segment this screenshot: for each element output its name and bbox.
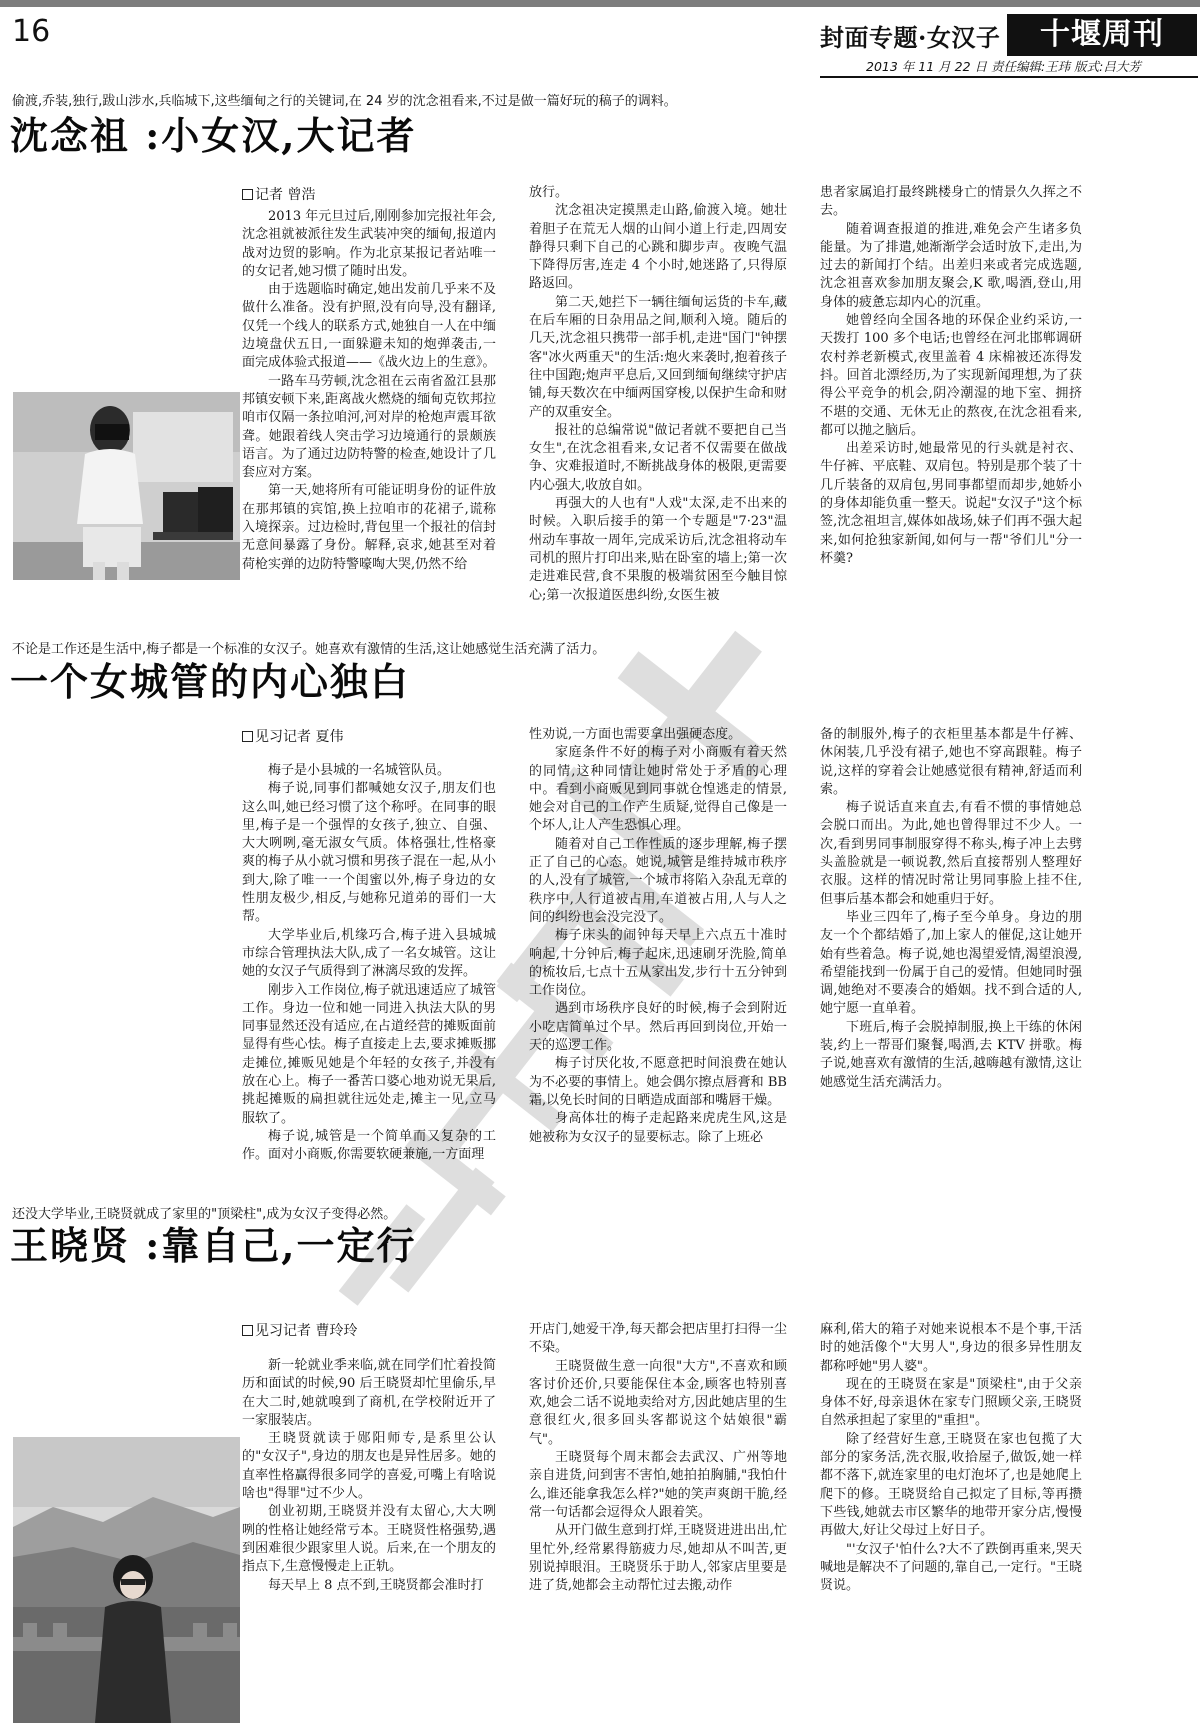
paragraph: 王晓贤做生意一向很"大方",不喜欢和顾客讨价还价,只要能保住本金,顾客也特别喜欢,她会二话不说地卖给对方,因此她店里的生意很红火,很多回头客都说这个姑娘很"霸气"。 bbox=[529, 1358, 787, 1447]
article-2-byline bbox=[242, 728, 343, 746]
article-1-column-3 bbox=[820, 184, 1082, 578]
paragraph: 患者家属追打最终跳楼身亡的情景久久挥之不去。 bbox=[820, 185, 1082, 219]
article-1-column-2 bbox=[529, 184, 787, 603]
byline-box-icon bbox=[242, 189, 253, 200]
article-2-headline: 一个女城管的内心独白 bbox=[10, 659, 411, 704]
article-2-column-3 bbox=[820, 726, 1082, 1154]
paragraph: 新一轮就业季来临,就在同学们忙着投简历和面试的时候,90 后王晓贤却忙里偷乐,早在大二时,她就嗅到了商机,在学校附近开了一家服装店。 bbox=[242, 1358, 496, 1428]
paragraph: 遇到市场秩序良好的时候,梅子会到附近小吃店简单过个早。然后再回到岗位,开始一天的巡逻工作。 bbox=[529, 1001, 787, 1054]
paragraph: 梅子讨厌化妆,不愿意把时间浪费在她认为不必要的事情上。她会偶尔擦点唇膏和 BB 霜,以免长时间的日晒造成面部和嘴唇干燥。 bbox=[529, 1056, 787, 1108]
article-2-byline-text: 见习记者 夏伟 bbox=[255, 729, 344, 745]
article-3-column-3 bbox=[820, 1321, 1082, 1723]
paragraph: 麻利,偌大的箱子对她来说根本不是个事,干活时的她活像个"大男人",身边的很多异性朋友都称呼她"男人婆"。 bbox=[820, 1322, 1082, 1374]
paragraph: 备的制服外,梅子的衣柜里基本都是牛仔裤、休闲装,几乎没有裙子,她也不穿高跟鞋。梅子说,这样的穿着会让她感觉很有精神,舒适而利索。 bbox=[820, 727, 1082, 797]
paragraph: 梅子说话直来直去,有看不惯的事情她总会脱口而出。为此,她也曾得罪过不少人。一次,看到男同事制服穿得不称头,梅子冲上去劈头盖脸就是一顿说教,然后直接帮别人整理好衣服。这样的情况时常让男同事脸上挂不住,但事后基本都会和她重归于好。 bbox=[820, 800, 1082, 907]
paragraph: 梅子床头的闹钟每天早上六点五十准时响起,十分钟后,梅子起床,迅速刷牙洗脸,简单的梳妆后,七点十五从家出发,步行十五分钟到工作岗位。 bbox=[529, 928, 787, 999]
article-2-column-1 bbox=[242, 762, 496, 1163]
article-3-byline bbox=[242, 1322, 357, 1340]
paragraph: 出差采访时,她最常见的行头就是衬衣、牛仔裤、平底鞋、双肩包。特别是那个装了十几斤装备的双肩包,男同事都望而却步,她娇小的身体却能负重一整天。说起"女汉子"这个标签,沈念祖坦言,媒体如战场,妹子们再不强大起来,如何抢独家新闻,如何与一帮"爷们儿"分一杯羹? bbox=[820, 441, 1082, 566]
paragraph: 性劝说,一方面也需要拿出强硬态度。 bbox=[529, 727, 742, 742]
paragraph: 梅子说,城管是一个简单而又复杂的工作。面对小商贩,你需要软硬兼施,一方面理 bbox=[242, 1128, 496, 1163]
paragraph: 创业初期,王晓贤并没有太留心,大大咧咧的性格让她经常亏本。王晓贤性格强势,遇到困难很少跟家里人说。后来,在一个朋友的指点下,生意慢慢走上正轨。 bbox=[242, 1504, 496, 1575]
article-2-kicker: 不论是工作还是生活中,梅子都是一个标准的女汉子。她喜欢有激情的生活,这让她感觉生活充满了活力。 bbox=[12, 642, 606, 657]
paragraph: 梅子说,同事们都喊她女汉子,朋友们也这么叫,她已经习惯了这个称呼。在同事的眼里,梅子是一个强悍的女孩子,独立、自强、大大咧咧,毫无淑女气质。体格强壮,性格豪爽的梅子从小就习惯和男孩子混在一起,从小到大,除了唯一一个闺蜜以外,梅子身边的女性朋友极少,相反,与她称兄道弟的哥们一大帮。 bbox=[242, 781, 496, 925]
article-3-byline-text: 见习记者 曹玲玲 bbox=[255, 1323, 358, 1339]
dateline: 2013 年 11 月 22 日 责任编辑:王玮 版式:吕大芳 bbox=[866, 59, 1141, 74]
paragraph: 下班后,梅子会脱掉制服,换上干练的休闲装,约上一帮哥们聚餐,喝酒,去 KTV 拼歌。梅子说,她喜欢有激情的生活,越嗨越有激情,这让她感觉生活充满活力。 bbox=[820, 1019, 1082, 1090]
article-3-kicker: 还没大学毕业,王晓贤就成了家里的"顶梁柱",成为女汉子变得必然。 bbox=[12, 1207, 397, 1222]
article-1-byline-text: 记者 曾浩 bbox=[255, 187, 316, 203]
paragraph: "'女汉子'怕什么?大不了跌倒再重来,哭天喊地是解决不了问题的,靠自己,一定行。"王晓贤说。 bbox=[820, 1541, 1082, 1594]
paragraph: 每天早上 8 点不到,王晓贤都会准时打 bbox=[268, 1577, 484, 1593]
paragraph: 随着对自己工作性质的逐步理解,梅子摆正了自己的心态。她说,城管是维持城市秩序的人,没有了城管,一个城市将陷入杂乱无章的秩序中,人行道被占用,车道被占用,人与人之间的纠纷也会没完没了。 bbox=[529, 836, 787, 925]
article-3-headline: 王晓贤 :靠自己,一定行 bbox=[10, 1223, 417, 1268]
paragraph: 梅子是小县城的一名城管队员。 bbox=[268, 763, 451, 778]
paragraph: 第二天,她拦下一辆往缅甸运货的卡车,藏在后车厢的日杂用品之间,顺利入境。随后的几天,沈念祖只携带一部手机,走进"国门"钟摆客"冰火两重天"的生活:炮火来袭时,抱着孩子往中国跑;炮声平息后,又回到缅甸继续守护店铺,每天数次在中缅两国穿梭,以保护生命和财产的双重安全。 bbox=[529, 294, 787, 420]
byline-box-icon bbox=[242, 1325, 253, 1336]
paragraph: 随着调查报道的推进,难免会产生诸多负能量。为了排遣,她渐渐学会适时放下,走出,为过去的新闻打个结。出差归来或者完成选题,沈念祖喜欢参加朋友聚会,K 歌,喝酒,登山,用身体的疲惫忘却内心的沉重。 bbox=[820, 221, 1082, 310]
paragraph: 一路车马劳顿,沈念祖在云南省盈江县那邦镇安顿下来,距离战火燃烧的缅甸克钦邦拉咱市仅隔一条拉咱河,河对岸的枪炮声震耳欲聋。她跟着线人突击学习边境通行的景颇族语言。为了通过边防特警的检查,她设计了几套应对方案。 bbox=[242, 373, 496, 481]
paragraph: 除了经营好生意,王晓贤在家也包揽了大部分的家务活,洗衣服,收拾屋子,做饭,她一样都不落下,就连家里的电灯泡坏了,也是她爬上爬下的修。王晓贤给自己拟定了目标,等再攒下些钱,她就去市区繁华的地带开家分店,慢慢再做大,好让父母过上好日子。 bbox=[820, 1431, 1082, 1539]
paragraph: 开店门,她爱干净,每天都会把店里打扫得一尘不染。 bbox=[529, 1322, 787, 1356]
article-3-column-2 bbox=[529, 1321, 787, 1723]
paragraph: 王晓贤每个周末都会去武汉、广州等地亲自进货,问到害不害怕,她拍拍胸脯,"我怕什么,谁还能拿我怎么样?"她的笑声爽朗干脆,经常一句话都会逗得众人跟着笑。 bbox=[529, 1450, 787, 1520]
paragraph: 现在的王晓贤在家是"顶梁柱",由于父亲身体不好,母亲退休在家专门照顾父亲,王晓贤自然承担起了家里的"重担"。 bbox=[820, 1376, 1082, 1429]
photo-woman-on-great-wall bbox=[13, 1437, 240, 1723]
paragraph: 2013 年元旦过后,刚刚参加完报社年会,沈念祖就被派往发生武装冲突的缅甸,报道内战对边贸的影响。作为北京某报记者站唯一的女记者,她习惯了随时出发。 bbox=[242, 209, 496, 279]
article-3-column-1 bbox=[242, 1357, 496, 1723]
byline-box-icon bbox=[242, 731, 253, 742]
paragraph: 由于选题临时确定,她出发前几乎来不及做什么准备。没有护照,没有向导,没有翻译,仅凭一个线人的联系方式,她独自一人在中缅边境盘伏五日,一面躲避未知的炮弹袭击,一面完成体验式报道——《战火边上的生意》。 bbox=[242, 282, 496, 371]
page-number: 16 bbox=[12, 14, 51, 49]
paragraph: 身高体壮的梅子走起路来虎虎生风,这是她被称为女汉子的显要标志。除了上班必 bbox=[529, 1111, 787, 1145]
article-1-column-1 bbox=[242, 208, 496, 578]
paragraph: 毕业三四年了,梅子至今单身。身边的朋友一个个都结婚了,加上家人的催促,这让她开始有些着急。梅子说,她也渴望爱情,渴望浪漫,希望能找到一份属于自己的爱情。但她同时强调,她绝对不要凑合的婚姻。找不到合适的人,她宁愿一直单着。 bbox=[820, 909, 1082, 1017]
paragraph: 放行。 bbox=[529, 185, 569, 200]
article-2-column-2 bbox=[529, 726, 787, 1154]
paragraph: 第一天,她将所有可能证明身份的证件放在那邦镇的宾馆,换上拉咱市的花裙子,谎称入境探亲。过边检时,背包里一个报社的信封无意间暴露了身份。解释,哀求,她甚至对着荷枪实弹的边防特警嚎啕大哭,仍然不给 bbox=[242, 483, 496, 572]
section-title: 封面专题·女汉子 bbox=[820, 23, 1001, 52]
paragraph: 王晓贤就读于郧阳师专,是系里公认的"女汉子",身边的朋友也是异性居多。她的直率性格赢得很多同学的喜爱,可嘴上有啥说啥也"得罪"过不少人。 bbox=[242, 1431, 496, 1502]
header-rule bbox=[820, 76, 1198, 78]
top-rule bbox=[0, 0, 1200, 7]
paragraph: 家庭条件不好的梅子对小商贩有着天然的同情,这种同情让她时常处于矛盾的心理中。看到小商贩见到同事就仓惶逃走的情景,她会对自己的工作产生质疑,觉得自己像是一个坏人,让人产生恐惧心理。 bbox=[529, 745, 787, 834]
photo-reporter-with-camera bbox=[13, 392, 240, 580]
paragraph: 从开门做生意到打烊,王晓贤进进出出,忙里忙外,经常累得筋疲力尽,她却从不叫苦,更别说掉眼泪。王晓贤乐于助人,邻家店里要是进了货,她都会主动帮忙过去搬,动作 bbox=[529, 1523, 787, 1594]
brand-logo: 十堰周刊 bbox=[1007, 14, 1197, 56]
paragraph: 刚步入工作岗位,梅子就迅速适应了城管工作。身边一位和她一同进入执法大队的男同事显然还没有适应,在占道经营的摊贩面前显得有些心怯。梅子直接走上去,要求摊贩挪走摊位,摊贩见她是个年轻的女孩子,并没有放在心上。梅子一番苦口婆心地劝说无果后,挑起摊贩的扁担就往远处走,摊主一见,立马服软了。 bbox=[242, 982, 496, 1126]
paragraph: 大学毕业后,机缘巧合,梅子进入县城城市综合管理执法大队,成了一名女城管。这让她的女汉子气质得到了淋漓尽致的发挥。 bbox=[242, 927, 496, 980]
paragraph: 报社的总编常说"做记者就不要把自己当女生",在沈念祖看来,女记者不仅需要在做战争、灾难报道时,不断挑战身体的极限,更需要内心强大,收放自如。 bbox=[529, 422, 787, 493]
article-1-headline: 沈念祖 :小女汉,大记者 bbox=[10, 113, 417, 158]
paragraph: 再强大的人也有"人戏"太深,走不出来的时候。入职后接手的第一个专题是"7·23"温州动车事故一周年,完成采访后,沈念祖将动车司机的照片打印出来,贴在卧室的墙上;第一次走进难民营,食不果腹的极端贫困至今触目惊心;第一次报道医患纠纷,女医生被 bbox=[529, 496, 787, 603]
article-1-kicker: 偷渡,乔装,独行,跋山涉水,兵临城下,这些缅甸之行的关键词,在 24 岁的沈念祖看来,不过是做一篇好玩的稿子的调料。 bbox=[12, 94, 677, 109]
paragraph: 她曾经向全国各地的环保企业约采访,一天拨打 100 多个电话;也曾经在河北邯郸调研农村养老新模式,夜里盖着 4 床棉被还冻得发抖。回首北漂经历,为了实现新闻理想,为了获得公平竞争的机会,阴冷潮湿的地下室、拥挤不堪的交通、无休无止的熬夜,在沈念祖看来,都可以抛之脑后。 bbox=[820, 313, 1082, 438]
article-1-byline bbox=[242, 186, 315, 204]
paragraph: 沈念祖决定摸黑走山路,偷渡入境。她壮着胆子在荒无人烟的山间小道上行走,四周安静得只剩下自己的心跳和脚步声。夜晚气温下降得厉害,连走 4 个小时,她迷路了,只得原路返回。 bbox=[529, 203, 787, 292]
